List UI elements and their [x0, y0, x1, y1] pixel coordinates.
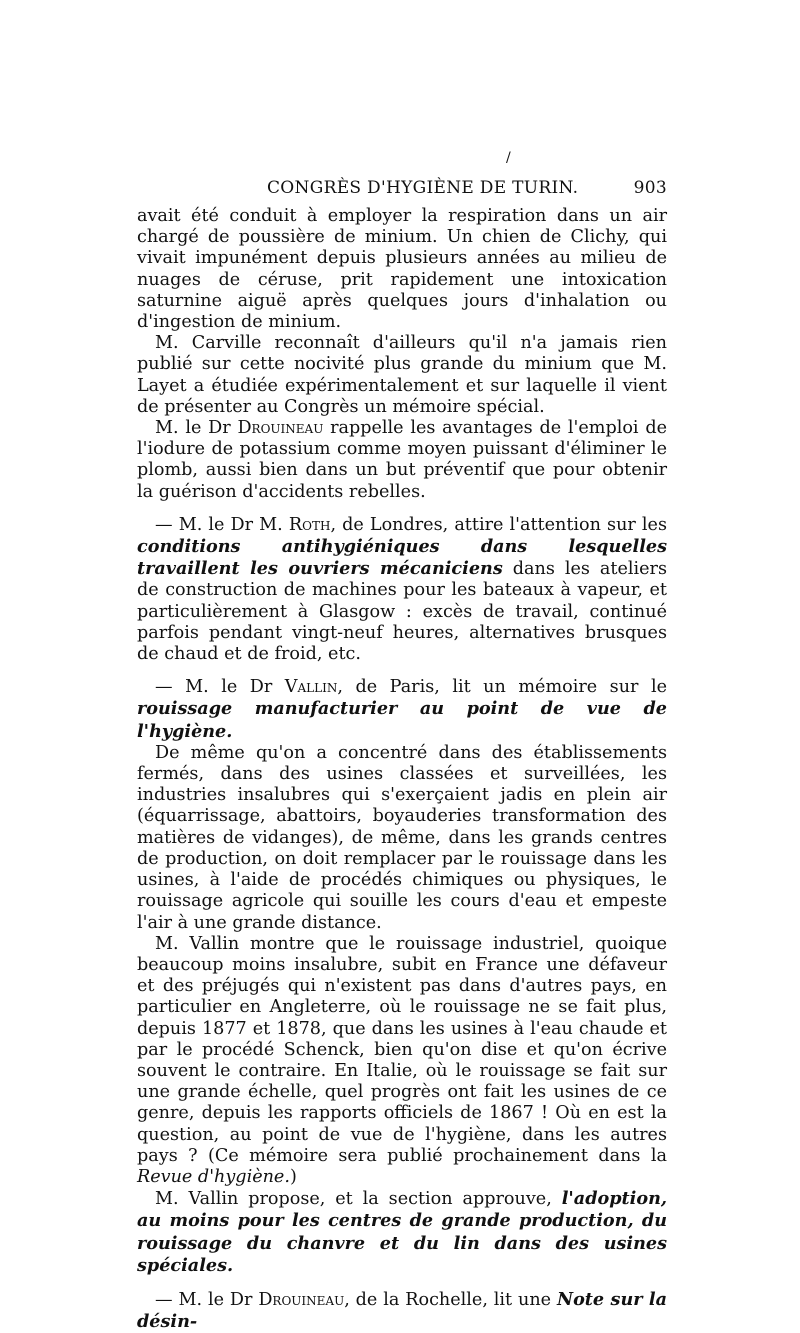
- journal-title: Revue d'hygiène.: [137, 1166, 290, 1187]
- paragraph-1: avait été conduit à employer la respiration dans un air chargé de poussière de minium. Un chien de Clichy, qui vivait impunément depuis plusieurs années au milieu de nuages de céruse, prit rapidement une intoxication saturnine aiguë après quelques jours d'inhalation ou d'ingestion de minium.: [137, 206, 667, 333]
- person-name: Drouineau: [258, 1289, 345, 1310]
- section-gap: [137, 1277, 667, 1289]
- section-gap: [137, 503, 667, 515]
- person-name: Roth: [288, 514, 331, 535]
- emphasis-text: l'adoption, au moins pour les centres de grande production, du rouissage du chanvre et du lin dans des usines spéciales.: [137, 1188, 667, 1276]
- paragraph-2: M. Carville reconnaît d'ailleurs qu'il n'a jamais rien publié sur cette nocivité plus grande du minium que M. Layet a étudiée expérimentalement et sur laquelle il vient de présenter au Congrès un mémoire spécial.: [137, 333, 667, 417]
- person-name: Vallin: [284, 677, 338, 698]
- page-body: [137, 206, 667, 1333]
- margin-mark: /: [506, 150, 511, 166]
- paragraph-8: M. Vallin propose, et la section approuve, l'adoption, au moins pour les centres de grande production, du rouissage du chanvre et du lin dans des usines spéciales.: [137, 1188, 667, 1276]
- emphasis-text: Note sur la désin-: [137, 1288, 668, 1333]
- emphasis-text: rouissage manufacturier au point de vue de l'hygiène.: [137, 698, 667, 742]
- emphasis-text: conditions antihygiéniques dans lesquelles travaillent les ouvriers mécaniciens: [137, 536, 667, 580]
- page-number: 903: [633, 178, 667, 198]
- section-gap: [137, 665, 667, 677]
- paragraph-9: — M. le Dr Drouineau, de la Rochelle, lit une Note sur la désin-: [137, 1288, 668, 1333]
- paragraph-7: M. Vallin montre que le rouissage industriel, quoique beaucoup moins insalubre, subit en France une défaveur et des préjugés qui n'existent pas dans d'autres pays, en particulier en Angleterre, où le rouissage ne se fait plus, depuis 1877 et 1878, que dans les usines à l'eau chaude et par le procédé Schenck, bien qu'on dise et qu'on écrive souvent le contraire. En Italie, où le rouissage se fait sur une grande échelle, quel progrès ont fait les usines de ce genre, depuis les rapports officiels de 1867 ! Où en est la question, au point de vue de l'hygiène, dans les autres pays ? (Ce mémoire sera publié prochainement dans la Revue d'hygiène.): [137, 933, 667, 1187]
- paragraph-5: — M. le Dr Vallin, de Paris, lit un mémoire sur le rouissage manufacturier au point de vue de l'hygiène.: [137, 677, 667, 742]
- paragraph-3: M. le Dr Drouineau rappelle les avantages de l'emploi de l'iodure de potassium comme moyen puissant d'éliminer le plomb, aussi bien dans un but préventif que pour obtenir la guérison d'accidents rebelles.: [137, 418, 667, 502]
- paragraph-6: De même qu'on a concentré dans des établissements fermés, dans des usines classées et surveillées, les industries insalubres qui s'exerçaient jadis en plein air (équarrissage, abattoirs, boyauderies transformation des matières de vidanges), de même, dans les grands centres de production, on doit remplacer par le rouissage dans les usines, à l'aide de procédés chimiques ou physiques, le rouissage agricole qui souille les cours d'eau et empeste l'air à une grande distance.: [137, 742, 667, 933]
- person-name: Drouineau: [237, 418, 324, 439]
- running-title: CONGRÈS D'HYGIÈNE DE TURIN.: [267, 178, 579, 198]
- paragraph-4: — M. le Dr M. Roth, de Londres, attire l'attention sur les conditions antihygiéniques dans lesquelles travaillent les ouvriers mécaniciens dans les ateliers de construction de machines pour les bateaux à vapeur, et particulièrement à Glasgow : excès de travail, continué parfois pendant vingt-neuf heures, alternatives brusques de chaud et de froid, etc.: [137, 514, 667, 665]
